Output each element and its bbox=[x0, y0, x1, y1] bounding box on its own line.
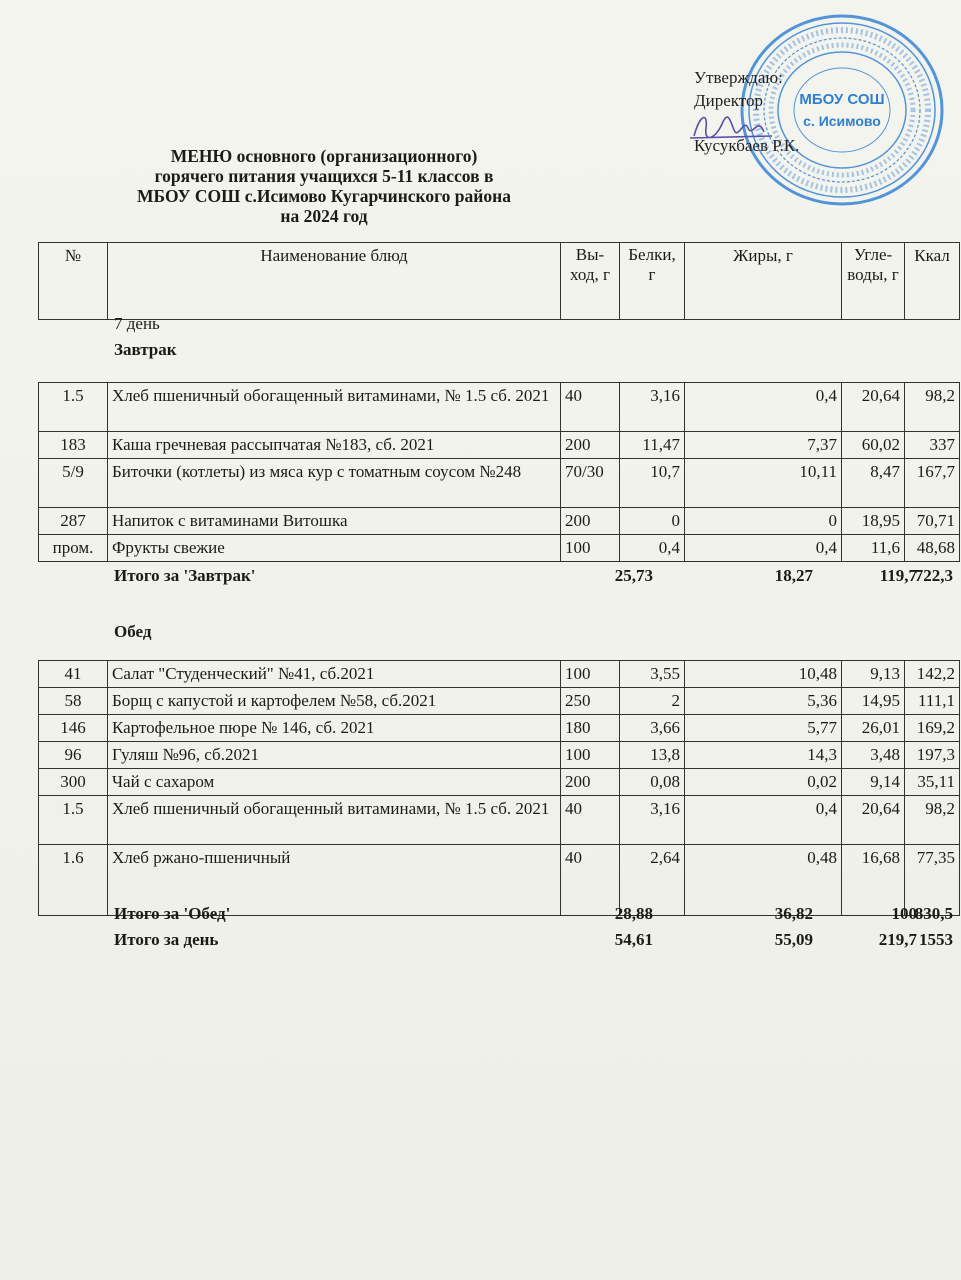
cell-fat: 0 bbox=[685, 508, 842, 535]
cell-output: 200 bbox=[561, 432, 620, 459]
cell-output: 100 bbox=[561, 535, 620, 562]
header-no: № bbox=[39, 243, 108, 320]
table-row bbox=[39, 459, 960, 508]
cell-kcal: 98,2 bbox=[905, 383, 960, 432]
header-name: Наименование блюд bbox=[108, 243, 561, 320]
table-row bbox=[39, 742, 960, 769]
cell-fat: 10,11 bbox=[685, 459, 842, 508]
cell-no: 1.5 bbox=[39, 796, 108, 845]
header-protein: Белки, г bbox=[620, 243, 685, 320]
table-row bbox=[39, 661, 960, 688]
cell-output: 100 bbox=[561, 742, 620, 769]
total-label: Итого за 'Завтрак' bbox=[114, 566, 256, 585]
cell-output: 100 bbox=[561, 661, 620, 688]
cell-no: 300 bbox=[39, 769, 108, 796]
day-total-fat: 55,09 bbox=[774, 930, 813, 949]
title-line-2: горячего питания учащихся 5-11 классов в bbox=[154, 166, 494, 186]
cell-protein: 10,7 bbox=[620, 459, 685, 508]
day-total-kcal: 1553 bbox=[919, 930, 953, 949]
title-line-1: МЕНЮ основного (организационного) bbox=[170, 146, 478, 166]
cell-name: Хлеб пшеничный обогащенный витаминами, № 1.5 сб. 2021 bbox=[108, 383, 561, 432]
cell-no: пром. bbox=[39, 535, 108, 562]
cell-protein: 3,55 bbox=[620, 661, 685, 688]
cell-protein: 11,47 bbox=[620, 432, 685, 459]
cell-no: 41 bbox=[39, 661, 108, 688]
cell-name: Борщ с капустой и картофелем №58, сб.2021 bbox=[108, 688, 561, 715]
total-carbs: 119,7 bbox=[879, 566, 917, 585]
approval-line-name: Кусукбаев Р.К. bbox=[694, 136, 800, 155]
cell-name: Биточки (котлеты) из мяса кур с томатным соусом №248 bbox=[108, 459, 561, 508]
table-row bbox=[39, 508, 960, 535]
stamp-center-line2: с. Исимово bbox=[803, 113, 881, 129]
cell-output: 180 bbox=[561, 715, 620, 742]
cell-fat: 5,36 bbox=[685, 688, 842, 715]
breakfast-title: Завтрак bbox=[114, 340, 177, 359]
cell-carbs: 20,64 bbox=[842, 383, 905, 432]
title-line-4: на 2024 год bbox=[280, 206, 368, 226]
cell-protein: 3,66 bbox=[620, 715, 685, 742]
cell-no: 146 bbox=[39, 715, 108, 742]
table-row bbox=[39, 769, 960, 796]
cell-carbs: 8,47 bbox=[842, 459, 905, 508]
cell-name: Фрукты свежие bbox=[108, 535, 561, 562]
approval-line-approve: Утверждаю: bbox=[694, 68, 783, 87]
title-line-3: МБОУ СОШ с.Исимово Кугарчинского района bbox=[137, 186, 511, 206]
cell-kcal: 70,71 bbox=[905, 508, 960, 535]
cell-fat: 14,3 bbox=[685, 742, 842, 769]
cell-output: 70/30 bbox=[561, 459, 620, 508]
cell-name: Напиток с витаминами Витошка bbox=[108, 508, 561, 535]
cell-kcal: 167,7 bbox=[905, 459, 960, 508]
stamp-center-line1: МБОУ СОШ bbox=[799, 91, 885, 108]
cell-kcal: 169,2 bbox=[905, 715, 960, 742]
cell-kcal: 337 bbox=[905, 432, 960, 459]
header-output: Вы-ход, г bbox=[561, 243, 620, 320]
cell-output: 200 bbox=[561, 508, 620, 535]
cell-protein: 2 bbox=[620, 688, 685, 715]
lunch-title: Обед bbox=[114, 622, 152, 641]
cell-carbs: 60,02 bbox=[842, 432, 905, 459]
header-kcal: Ккал bbox=[905, 243, 960, 320]
table-row bbox=[39, 715, 960, 742]
cell-fat: 0,02 bbox=[685, 769, 842, 796]
table-row bbox=[39, 535, 960, 562]
day-total-protein: 54,61 bbox=[614, 930, 653, 949]
cell-carbs: 20,64 bbox=[842, 796, 905, 845]
header-fat: Жиры, г bbox=[685, 243, 842, 320]
cell-carbs: 26,01 bbox=[842, 715, 905, 742]
cell-fat: 0,4 bbox=[685, 535, 842, 562]
day-total-label: Итого за день bbox=[114, 930, 219, 949]
total-label: Итого за 'Обед' bbox=[114, 904, 231, 923]
table-row bbox=[39, 383, 960, 432]
cell-protein: 0,08 bbox=[620, 769, 685, 796]
header-carbs: Угле-воды, г bbox=[842, 243, 905, 320]
lunch-table bbox=[38, 660, 960, 916]
cell-protein: 0 bbox=[620, 508, 685, 535]
cell-name: Каша гречневая рассыпчатая №183, сб. 2021 bbox=[108, 432, 561, 459]
cell-carbs: 14,95 bbox=[842, 688, 905, 715]
cell-output: 40 bbox=[561, 796, 620, 845]
cell-carbs: 9,13 bbox=[842, 661, 905, 688]
cell-output: 40 bbox=[561, 383, 620, 432]
cell-carbs: 3,48 bbox=[842, 742, 905, 769]
cell-kcal: 111,1 bbox=[905, 688, 960, 715]
day-label: 7 день bbox=[114, 314, 160, 333]
signature-icon bbox=[686, 108, 776, 144]
cell-kcal: 77,35 bbox=[905, 845, 960, 916]
cell-output: 250 bbox=[561, 688, 620, 715]
cell-kcal: 48,68 bbox=[905, 535, 960, 562]
cell-name: Хлеб ржано-пшеничный bbox=[108, 845, 561, 916]
total-carbs: 100 bbox=[891, 904, 917, 923]
table-row bbox=[39, 688, 960, 715]
cell-name: Салат "Студенческий" №41, сб.2021 bbox=[108, 661, 561, 688]
cell-fat: 0,48 bbox=[685, 845, 842, 916]
cell-carbs: 18,95 bbox=[842, 508, 905, 535]
cell-fat: 0,4 bbox=[685, 796, 842, 845]
cell-no: 58 bbox=[39, 688, 108, 715]
cell-fat: 7,37 bbox=[685, 432, 842, 459]
table-header bbox=[38, 242, 960, 320]
total-kcal: 830,5 bbox=[914, 904, 953, 923]
cell-no: 287 bbox=[39, 508, 108, 535]
cell-kcal: 35,11 bbox=[905, 769, 960, 796]
total-protein: 25,73 bbox=[614, 566, 653, 585]
cell-kcal: 142,2 bbox=[905, 661, 960, 688]
approval-line-director: Директор bbox=[694, 91, 763, 110]
cell-protein: 13,8 bbox=[620, 742, 685, 769]
cell-carbs: 11,6 bbox=[842, 535, 905, 562]
cell-kcal: 98,2 bbox=[905, 796, 960, 845]
cell-no: 96 bbox=[39, 742, 108, 769]
breakfast-table bbox=[38, 382, 960, 562]
cell-protein: 0,4 bbox=[620, 535, 685, 562]
total-fat: 36,82 bbox=[774, 904, 813, 923]
cell-no: 1.6 bbox=[39, 845, 108, 916]
cell-fat: 10,48 bbox=[685, 661, 842, 688]
cell-kcal: 197,3 bbox=[905, 742, 960, 769]
table-row bbox=[39, 796, 960, 845]
day-total-carbs: 219,7 bbox=[878, 930, 917, 949]
cell-fat: 0,4 bbox=[685, 383, 842, 432]
cell-no: 5/9 bbox=[39, 459, 108, 508]
cell-no: 1.5 bbox=[39, 383, 108, 432]
cell-name: Картофельное пюре № 146, сб. 2021 bbox=[108, 715, 561, 742]
cell-output: 200 bbox=[561, 769, 620, 796]
total-fat: 18,27 bbox=[774, 566, 813, 585]
table-row bbox=[39, 432, 960, 459]
cell-name: Чай с сахаром bbox=[108, 769, 561, 796]
total-kcal: 722,3 bbox=[914, 566, 953, 585]
cell-carbs: 16,68 bbox=[842, 845, 905, 916]
cell-protein: 3,16 bbox=[620, 796, 685, 845]
cell-protein: 2,64 bbox=[620, 845, 685, 916]
cell-carbs: 9,14 bbox=[842, 769, 905, 796]
cell-no: 183 bbox=[39, 432, 108, 459]
cell-name: Хлеб пшеничный обогащенный витаминами, № 1.5 сб. 2021 bbox=[108, 796, 561, 845]
total-protein: 28,88 bbox=[614, 904, 653, 923]
cell-protein: 3,16 bbox=[620, 383, 685, 432]
cell-fat: 5,77 bbox=[685, 715, 842, 742]
cell-name: Гуляш №96, сб.2021 bbox=[108, 742, 561, 769]
document-title bbox=[100, 146, 548, 226]
cell-output: 40 bbox=[561, 845, 620, 916]
